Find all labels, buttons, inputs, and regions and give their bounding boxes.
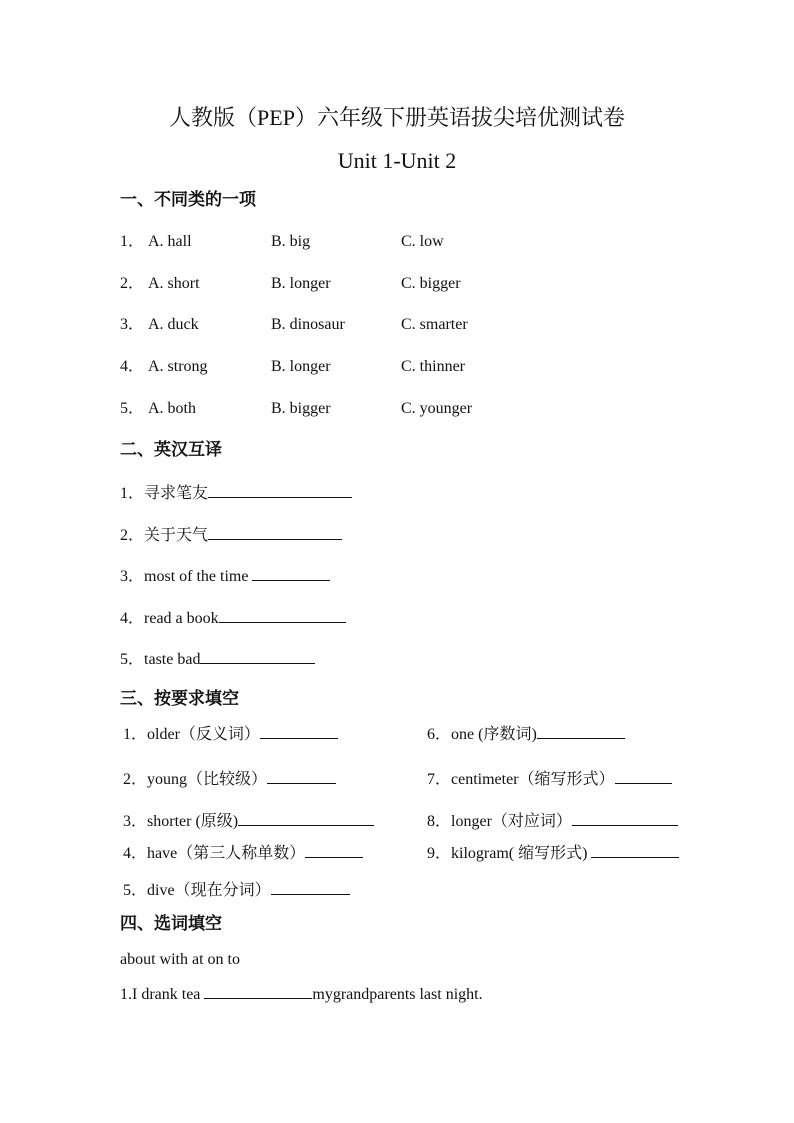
answer-blank[interactable] <box>200 648 315 664</box>
question-number: 2． <box>123 771 148 788</box>
answer-blank[interactable] <box>305 842 363 858</box>
section-heading-odd-one-out: 一、不同类的一项 <box>120 190 256 209</box>
fill-question <box>123 879 350 901</box>
translation-question <box>120 648 315 670</box>
question-number: 2． <box>120 275 145 292</box>
option-a: A. short <box>148 275 200 292</box>
option-c: C. smarter <box>401 316 468 333</box>
choose-word-question <box>120 983 483 1005</box>
translation-question <box>120 524 342 546</box>
question-number: 1． <box>123 726 148 743</box>
question-number: 9． <box>427 845 452 862</box>
question-text: most of the time <box>144 568 253 585</box>
option-a: A. both <box>148 400 196 417</box>
question-text: taste bad <box>144 651 201 668</box>
question-number: 3． <box>120 316 145 333</box>
question-number: 5． <box>120 400 145 417</box>
answer-blank[interactable] <box>219 607 346 623</box>
question-number: 3． <box>120 568 145 585</box>
fill-question <box>427 810 678 832</box>
answer-blank[interactable] <box>572 810 678 826</box>
question-number: 5． <box>120 651 145 668</box>
question-text: read a book <box>144 610 219 627</box>
answer-blank[interactable] <box>537 723 625 739</box>
answer-blank[interactable] <box>260 723 338 739</box>
answer-blank[interactable] <box>267 768 336 784</box>
question-text: 寻求笔友 <box>144 485 209 502</box>
question-text: young（比较级） <box>147 771 268 788</box>
fill-question <box>427 842 679 864</box>
option-a: A. hall <box>148 233 192 250</box>
option-c: C. bigger <box>401 275 461 292</box>
answer-blank[interactable] <box>208 524 342 540</box>
question-number: 4． <box>120 610 145 627</box>
option-c: C. low <box>401 233 444 250</box>
fill-question <box>123 810 374 832</box>
section-heading-fill-as-required: 三、按要求填空 <box>120 689 239 708</box>
option-a: A. duck <box>148 316 199 333</box>
option-b: B. longer <box>271 358 331 375</box>
question-text-after: mygrandparents last night. <box>312 986 483 1003</box>
option-c: C. thinner <box>401 358 465 375</box>
answer-blank[interactable] <box>591 842 679 858</box>
question-number: 4． <box>120 358 145 375</box>
page-subtitle: Unit 1-Unit 2 <box>337 148 457 173</box>
question-text: older（反义词） <box>147 726 260 743</box>
answer-blank[interactable] <box>271 879 350 895</box>
question-number: 5． <box>123 882 148 899</box>
answer-blank[interactable] <box>208 482 352 498</box>
option-b: B. dinosaur <box>271 316 345 333</box>
section-heading-translation: 二、英汉互译 <box>120 440 222 459</box>
answer-blank[interactable] <box>204 983 312 999</box>
page-title: 人教版（PEP）六年级下册英语拔尖培优测试卷 <box>169 105 625 130</box>
question-number: 1． <box>120 485 145 502</box>
question-text: kilogram( 缩写形式) <box>451 845 592 862</box>
question-number: 2． <box>120 527 145 544</box>
option-b: B. longer <box>271 275 331 292</box>
question-number: 4． <box>123 845 148 862</box>
fill-question <box>123 842 363 864</box>
question-text: one (序数词) <box>451 726 537 743</box>
answer-blank[interactable] <box>238 810 374 826</box>
question-text: centimeter（缩写形式） <box>451 771 615 788</box>
fill-question <box>427 723 625 745</box>
question-text: dive（现在分词） <box>147 882 271 899</box>
question-text: 关于天气 <box>144 527 209 544</box>
question-number: 3． <box>123 813 148 830</box>
translation-question <box>120 565 330 587</box>
translation-question <box>120 607 346 629</box>
answer-blank[interactable] <box>615 768 672 784</box>
question-text: shorter (原级) <box>147 813 239 830</box>
question-text-before: I drank tea <box>132 986 205 1003</box>
answer-blank[interactable] <box>252 565 330 581</box>
section-heading-choose-words: 四、选词填空 <box>120 914 222 933</box>
question-text: longer（对应词） <box>451 813 572 830</box>
option-b: B. big <box>271 233 311 250</box>
question-number: 7． <box>427 771 452 788</box>
fill-question <box>123 768 336 790</box>
question-number: 8． <box>427 813 452 830</box>
fill-question <box>123 723 338 745</box>
fill-question <box>427 768 672 790</box>
option-a: A. strong <box>148 358 208 375</box>
question-number: 1. <box>120 986 132 1003</box>
option-c: C. younger <box>401 400 473 417</box>
question-number: 1． <box>120 233 145 250</box>
question-number: 6． <box>427 726 452 743</box>
question-text: have（第三人称单数） <box>147 845 306 862</box>
translation-question <box>120 482 352 504</box>
word-bank: about with at on to <box>120 951 240 968</box>
option-b: B. bigger <box>271 400 331 417</box>
